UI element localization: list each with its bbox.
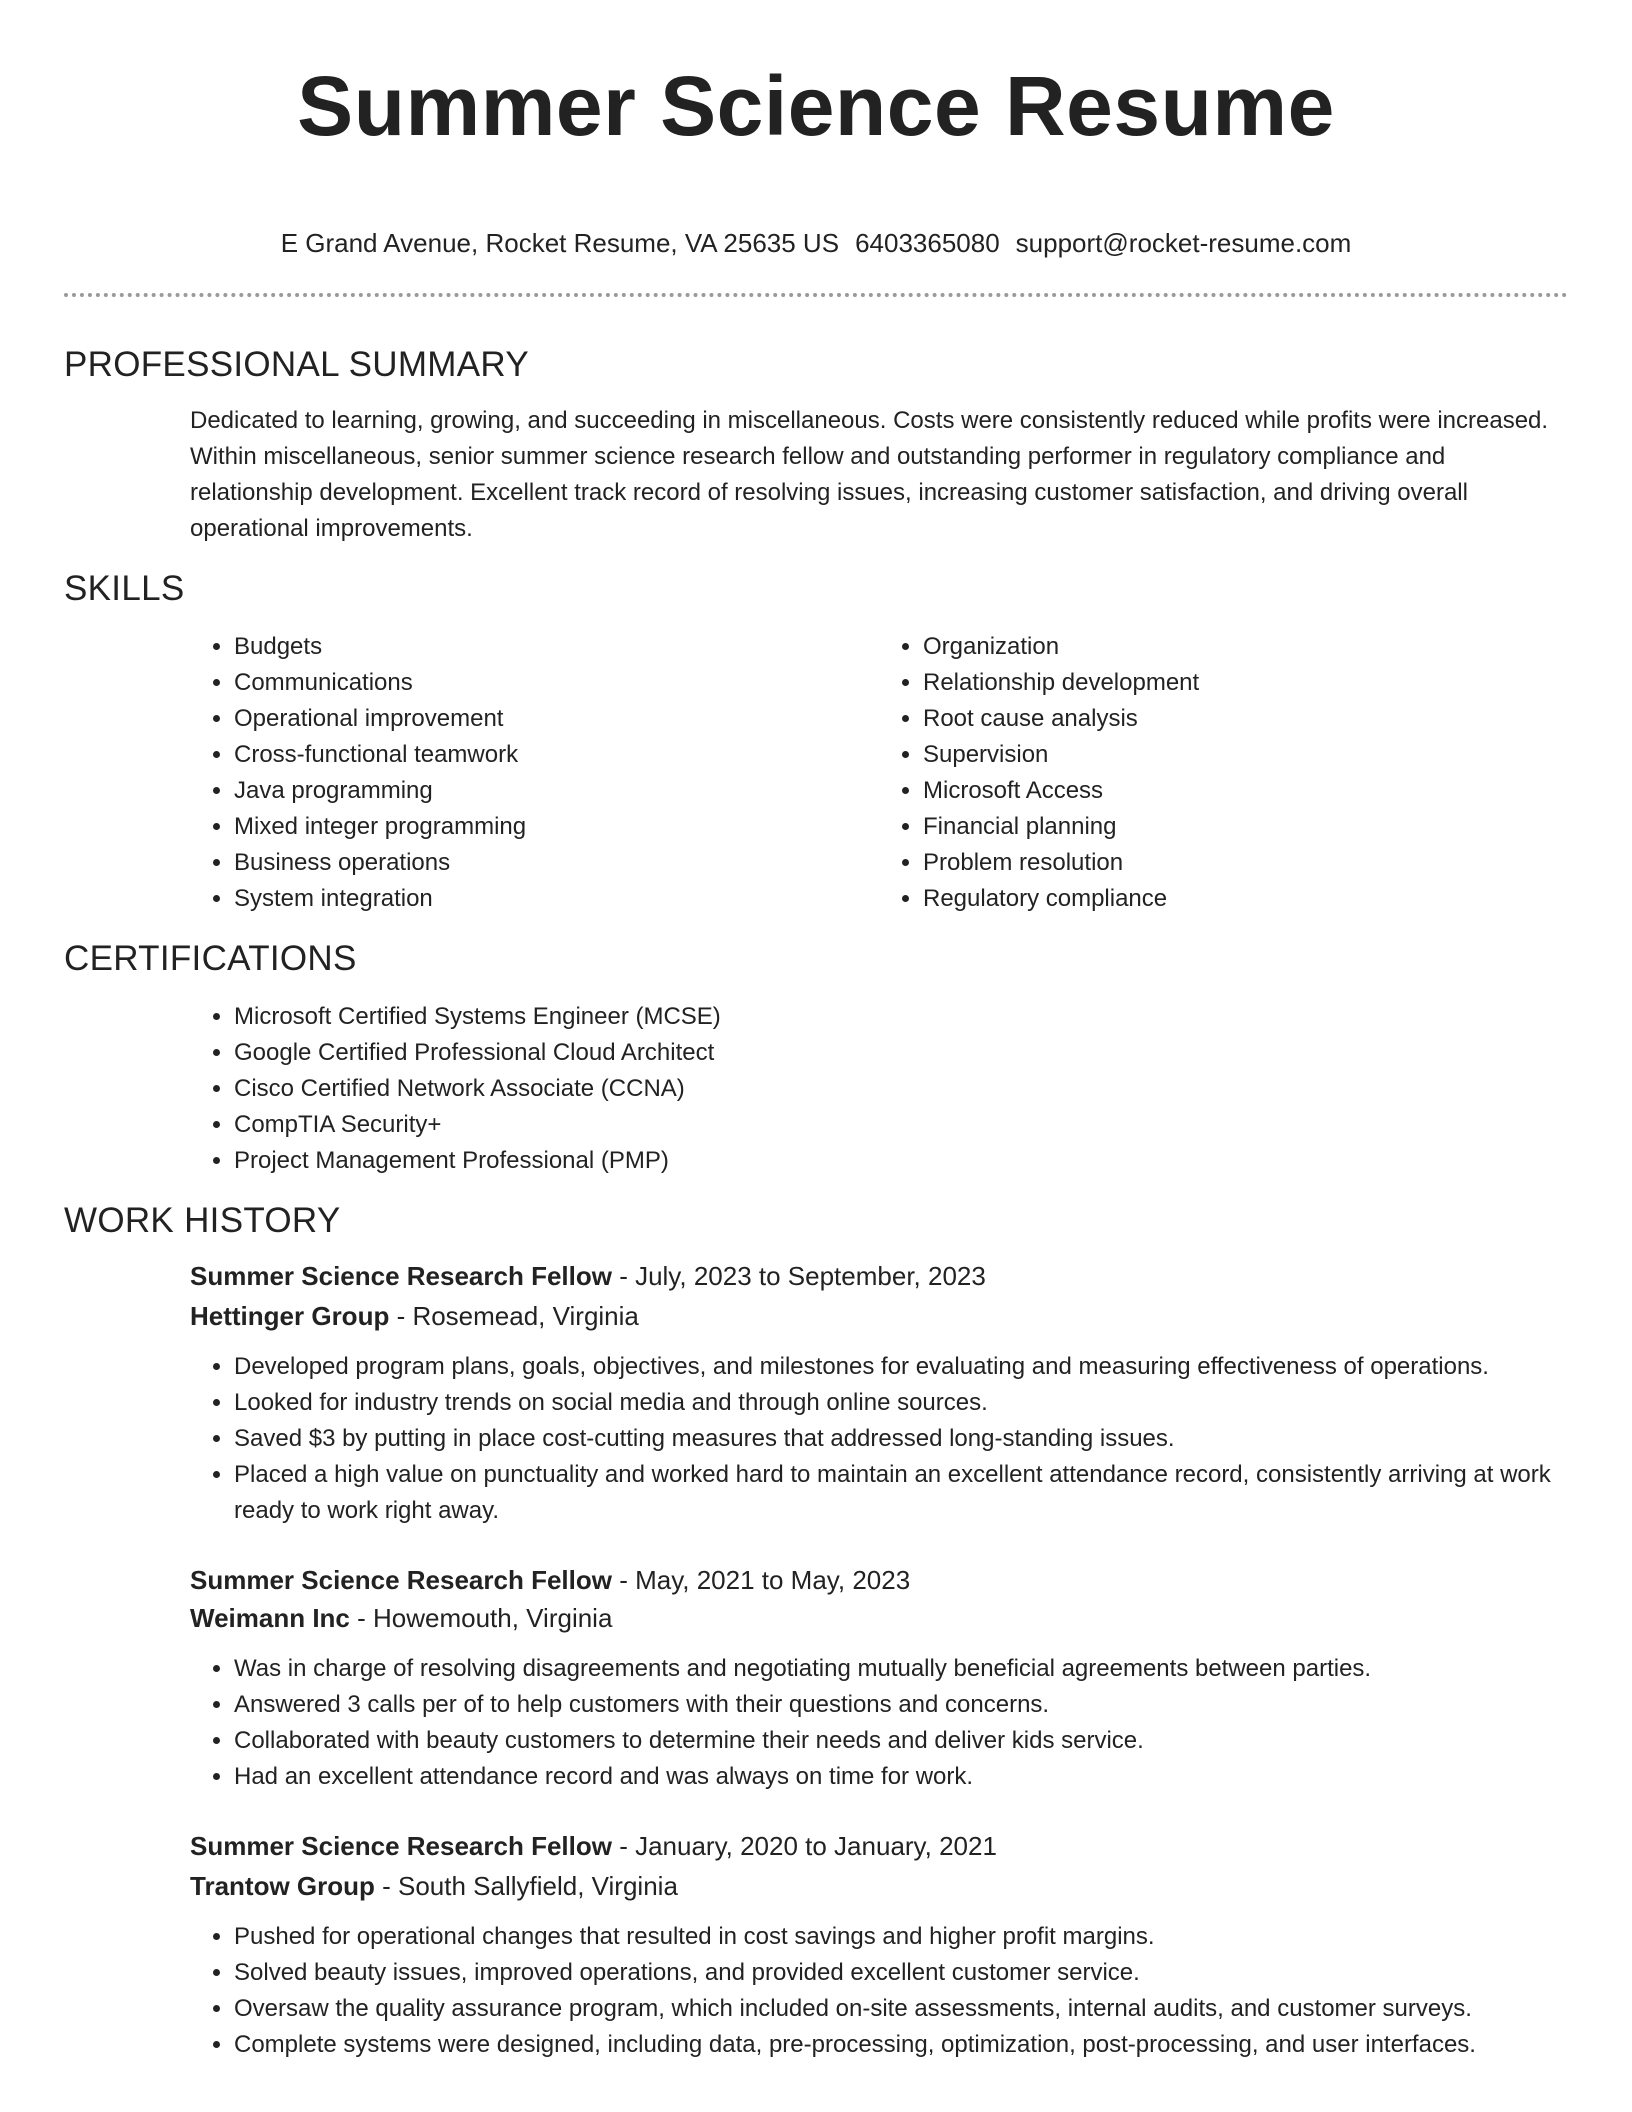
contact-address: E Grand Avenue, Rocket Resume, VA 25635 US [280, 228, 840, 258]
job-bullet: • Looked for industry trends on social media and through online sources. [234, 1385, 1568, 1421]
job-bullet: • Oversaw the quality assurance program, which included on-site assessments, internal audits, and customer surveys. [234, 1991, 1568, 2027]
skill-item: • Java programming [234, 773, 879, 809]
skills-list-right [879, 629, 1568, 917]
job-bullet: • Placed a high value on punctuality and worked hard to maintain an excellent attendance record, consistently arriving at work ready to work right away. [234, 1457, 1568, 1529]
job-entry [190, 1827, 1568, 2063]
job-bullet: • Developed program plans, goals, objectives, and milestones for evaluating and measuring effectiveness of operations. [234, 1349, 1568, 1385]
skill-item: • Supervision [923, 737, 1568, 773]
skills-heading: SKILLS [64, 569, 185, 608]
job-bullets [190, 1919, 1568, 2063]
skills-list-left [190, 629, 879, 917]
job-role: Summer Science Research Fellow [190, 1261, 612, 1291]
skill-item: • System integration [234, 881, 879, 917]
certification-item: • CompTIA Security+ [234, 1107, 1568, 1143]
job-title-line [190, 1257, 1568, 1295]
summary-text: Dedicated to learning, growing, and succeeding in miscellaneous. Costs were consistently reduced while profits were increased. Within miscellaneous, senior summer science research fellow and outstanding performer in regulatory compliance and relationship development. Excellent track record of resolving issues, increasing customer satisfaction, and driving overall operational improvements. [190, 407, 1549, 542]
skill-item: • Mixed integer programming [234, 809, 879, 845]
header-divider [64, 293, 1568, 297]
job-dates: - July, 2023 to September, 2023 [611, 1261, 986, 1291]
skill-item: • Microsoft Access [923, 773, 1568, 809]
contact-line [64, 226, 1568, 260]
job-company: Trantow Group [190, 1871, 375, 1901]
job-company-line [190, 1297, 1568, 1335]
job-bullet: • Saved $3 by putting in place cost-cutting measures that addressed long-standing issues. [234, 1421, 1568, 1457]
summary-section [190, 403, 1568, 547]
job-bullet: • Answered 3 calls per of to help customers with their questions and concerns. [234, 1687, 1568, 1723]
job-bullet: • Pushed for operational changes that resulted in cost savings and higher profit margins. [234, 1919, 1568, 1955]
skill-item: • Operational improvement [234, 701, 879, 737]
job-role: Summer Science Research Fellow [190, 1831, 612, 1861]
job-company: Hettinger Group [190, 1301, 390, 1331]
skills-section [190, 629, 1568, 917]
job-title-line [190, 1561, 1568, 1599]
certifications-heading: CERTIFICATIONS [64, 939, 357, 978]
contact-email: support@rocket-resume.com [1015, 228, 1352, 258]
work-history-heading: WORK HISTORY [64, 1201, 341, 1240]
skill-item: • Organization [923, 629, 1568, 665]
job-bullet: • Had an excellent attendance record and was always on time for work. [234, 1759, 1568, 1795]
job-bullets [190, 1651, 1568, 1795]
skill-item: • Root cause analysis [923, 701, 1568, 737]
job-company-line [190, 1867, 1568, 1905]
skill-item: • Cross-functional teamwork [234, 737, 879, 773]
skill-item: • Problem resolution [923, 845, 1568, 881]
skill-item: • Financial planning [923, 809, 1568, 845]
job-company: Weimann Inc [190, 1603, 350, 1633]
skill-item: • Relationship development [923, 665, 1568, 701]
job-bullet: • Collaborated with beauty customers to determine their needs and deliver kids service. [234, 1723, 1568, 1759]
certifications-section [190, 999, 1568, 1179]
job-bullets [190, 1349, 1568, 1529]
certification-item: • Cisco Certified Network Associate (CCNA) [234, 1071, 1568, 1107]
skill-item: • Communications [234, 665, 879, 701]
resume-name: Summer Science Resume [297, 59, 1335, 153]
job-location: - Rosemead, Virginia [389, 1301, 639, 1331]
job-bullet: • Was in charge of resolving disagreements and negotiating mutually beneficial agreements between parties. [234, 1651, 1568, 1687]
job-bullet: • Complete systems were designed, including data, pre-processing, optimization, post-processing, and user interfaces. [234, 2027, 1568, 2063]
job-entry [190, 1257, 1568, 1529]
job-company-line [190, 1599, 1568, 1637]
skill-item: • Budgets [234, 629, 879, 665]
job-dates: - January, 2020 to January, 2021 [611, 1831, 997, 1861]
job-dates: - May, 2021 to May, 2023 [611, 1565, 911, 1595]
job-entry [190, 1561, 1568, 1795]
certification-item: • Google Certified Professional Cloud Architect [234, 1035, 1568, 1071]
job-bullet: • Solved beauty issues, improved operations, and provided excellent customer service. [234, 1955, 1568, 1991]
skill-item: • Business operations [234, 845, 879, 881]
job-location: - South Sallyfield, Virginia [374, 1871, 678, 1901]
summary-heading: PROFESSIONAL SUMMARY [64, 345, 529, 384]
certifications-list [190, 999, 1568, 1179]
job-location: - Howemouth, Virginia [349, 1603, 613, 1633]
contact-phone: 6403365080 [855, 228, 1000, 258]
certification-item: • Project Management Professional (PMP) [234, 1143, 1568, 1179]
job-title-line [190, 1827, 1568, 1865]
job-role: Summer Science Research Fellow [190, 1565, 612, 1595]
certification-item: • Microsoft Certified Systems Engineer (MCSE) [234, 999, 1568, 1035]
skill-item: • Regulatory compliance [923, 881, 1568, 917]
